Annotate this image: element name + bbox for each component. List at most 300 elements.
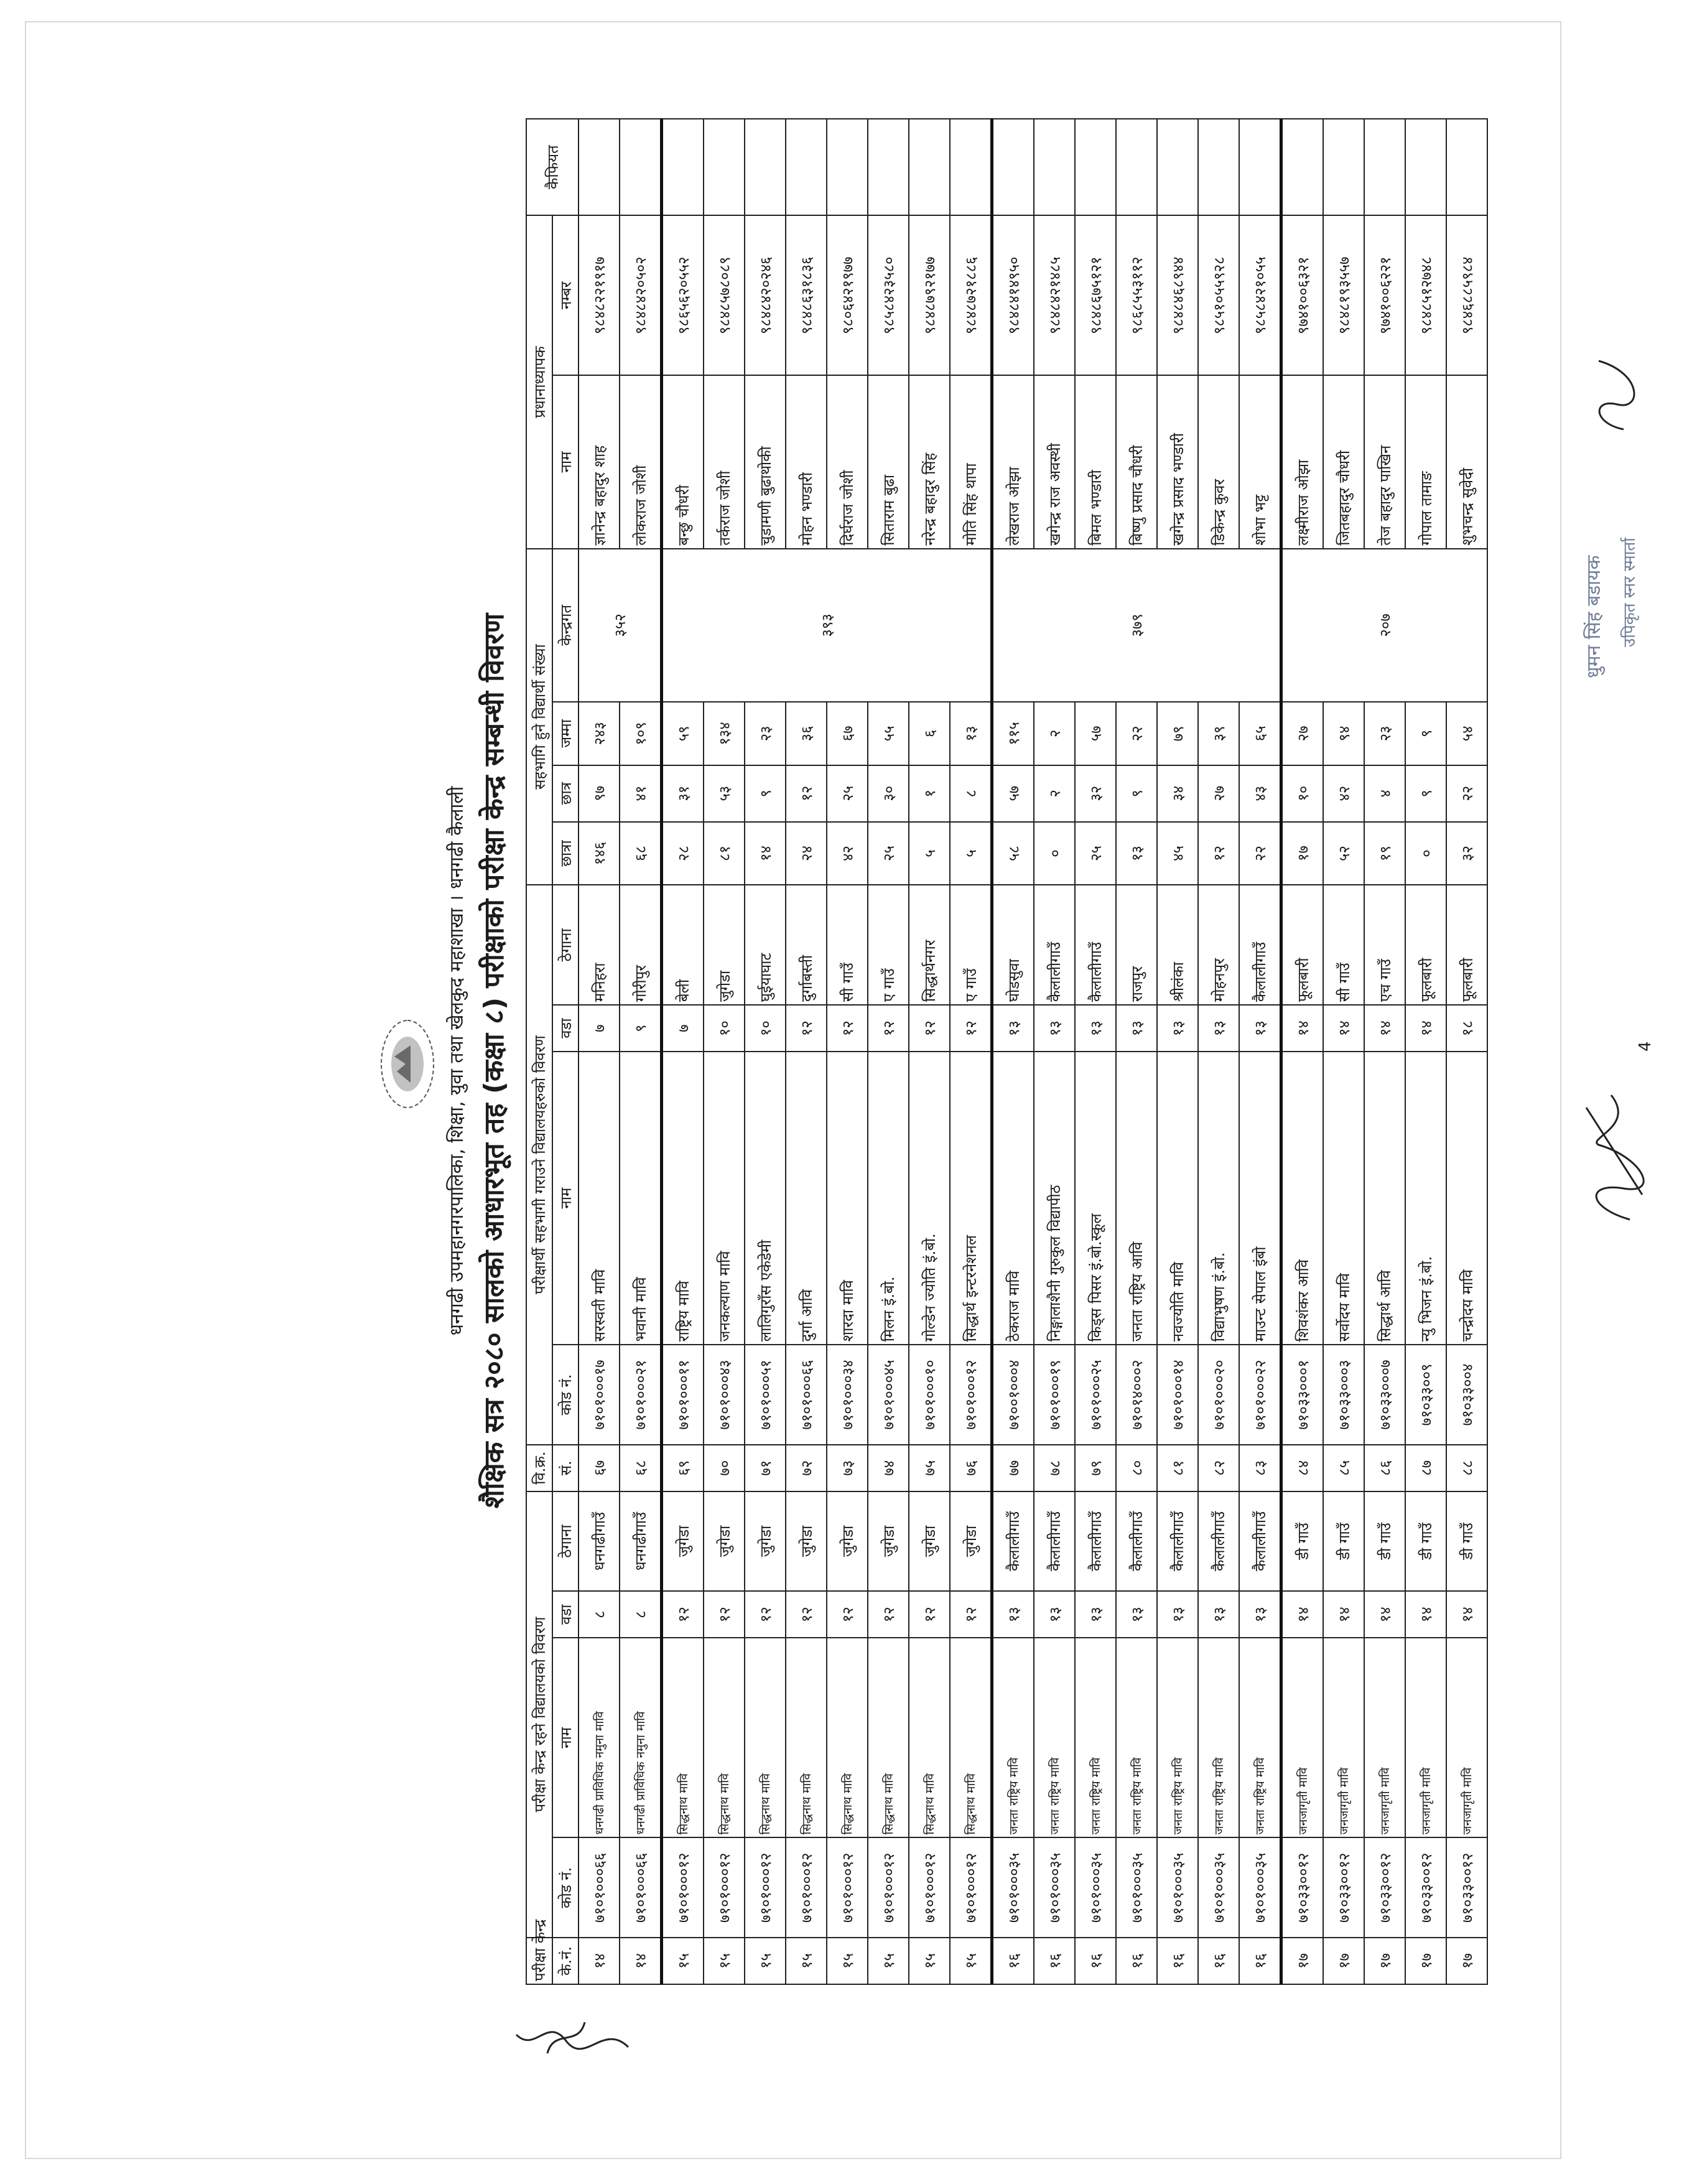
col-total: जम्मा: [552, 702, 579, 765]
remarks-cell: [1157, 119, 1198, 215]
header-sn: वि.क्र.: [526, 1445, 552, 1491]
remarks-cell: [992, 119, 1034, 215]
school-code-cell: ७१०३३०००१: [1281, 1345, 1324, 1445]
center-no-cell: १७: [1405, 1938, 1446, 1984]
school-ward-cell: १४: [1405, 1005, 1446, 1052]
table-row: [1364, 119, 1405, 1984]
school-ward-cell: १३: [1034, 1005, 1075, 1052]
school-address-cell: बेली: [662, 885, 704, 1005]
table-row: [827, 119, 868, 1984]
table-row: [579, 119, 620, 1984]
boys-cell: ३४: [1157, 765, 1198, 822]
center-total-cell: ३५२: [579, 549, 662, 702]
center-name-cell: जनजागृती मावि: [1323, 1638, 1364, 1837]
principal-name-cell: नरेन्द्र बहादुर सिंह: [909, 375, 950, 548]
boys-cell: ४२: [1323, 765, 1364, 822]
remarks-cell: [1446, 119, 1487, 215]
center-address-cell: कैलालीगाउँ: [1116, 1491, 1157, 1592]
school-address-cell: गोरीपुर: [620, 885, 662, 1005]
sn-cell: ७०: [704, 1445, 745, 1491]
school-code-cell: ७१०१०००१२: [950, 1345, 992, 1445]
center-address-cell: कैलालीगाउँ: [1034, 1491, 1075, 1592]
table-row: [950, 119, 992, 1984]
principal-phone-cell: ९८४८७२१८८६: [950, 215, 992, 375]
total-cell: ९: [1405, 702, 1446, 765]
school-name-cell: सर्वोदय मावि: [1323, 1052, 1364, 1345]
girls-cell: ३२: [1446, 822, 1487, 885]
center-code-cell: ७१०१०००१२: [827, 1837, 868, 1938]
center-no-cell: १४: [579, 1938, 620, 1984]
school-address-cell: कैलालीगाउँ: [1075, 885, 1116, 1005]
center-name-cell: जनता राष्ट्रिय मावि: [1034, 1638, 1075, 1837]
header-participating-school: परीक्षार्थी सहभागी गराउने विद्यालयहरुको विवरण: [526, 885, 552, 1444]
boys-cell: १: [909, 765, 950, 822]
center-name-cell: सिद्धनाथ मावि: [704, 1638, 745, 1837]
school-name-cell: जनकल्याण मावि: [704, 1052, 745, 1345]
school-name-cell: गोल्डेन ज्योति इं.बो.: [909, 1052, 950, 1345]
school-address-cell: कैलालीगाउँ: [1034, 885, 1075, 1005]
school-ward-cell: १२: [827, 1005, 868, 1052]
girls-cell: ५: [909, 822, 950, 885]
girls-cell: ०: [1034, 822, 1075, 885]
school-address-cell: मोहनपुर: [1198, 885, 1239, 1005]
school-name-cell: दुर्गा आवि: [786, 1052, 827, 1345]
school-address-cell: दुर्गाबस्ती: [786, 885, 827, 1005]
center-name-cell: धनगढी प्राविधिक नमुना मावि: [620, 1638, 662, 1837]
school-ward-cell: १३: [1198, 1005, 1239, 1052]
table-row: [1281, 119, 1324, 1984]
col-center-no: के.नं.: [552, 1938, 579, 1984]
center-address-cell: जुगेडा: [704, 1491, 745, 1592]
school-name-cell: भवानी मावि: [620, 1052, 662, 1345]
boys-cell: ३२: [1075, 765, 1116, 822]
school-name-cell: लालिगुराँस एकेडेमी: [745, 1052, 786, 1345]
header-participants: सहभागि हुने विद्यार्थी संख्या: [526, 549, 552, 885]
girls-cell: १२: [1198, 822, 1239, 885]
principal-phone-cell: ९८५८४२१०५५: [1239, 215, 1281, 375]
school-code-cell: ७१०१०००१०: [909, 1345, 950, 1445]
school-address-cell: घुईयाघाट: [745, 885, 786, 1005]
center-address-cell: डी गाउँ: [1364, 1491, 1405, 1592]
total-cell: ५४: [1446, 702, 1487, 765]
sn-cell: ७२: [786, 1445, 827, 1491]
sn-cell: ७५: [909, 1445, 950, 1491]
header-center-school: परीक्षा केन्द्र रहने विद्यालयको विवरण: [526, 1491, 552, 1938]
center-name-cell: धनगढी प्राविधिक नमुना मावि: [579, 1638, 620, 1837]
principal-phone-cell: ९८५८४२३५८०: [868, 215, 909, 375]
center-name-cell: जनता राष्ट्रिय मावि: [1116, 1638, 1157, 1837]
center-ward-cell: १२: [950, 1591, 992, 1638]
center-total-cell: ३९३: [662, 549, 992, 702]
total-cell: ६५: [1239, 702, 1281, 765]
girls-cell: ४२: [827, 822, 868, 885]
principal-phone-cell: ९८४८६७५१२१: [1075, 215, 1116, 375]
school-address-cell: सिद्धार्थनगर: [909, 885, 950, 1005]
center-code-cell: ७१०१०००१२: [868, 1837, 909, 1938]
school-name-cell: सिद्धार्थ इन्टरनेशनल: [950, 1052, 992, 1345]
center-total-cell: २०७: [1281, 549, 1488, 702]
school-ward-cell: १४: [1281, 1005, 1324, 1052]
center-address-cell: डी गाउँ: [1323, 1491, 1364, 1592]
center-name-cell: जनता राष्ट्रिय मावि: [1157, 1638, 1198, 1837]
center-address-cell: जुगेडा: [662, 1491, 704, 1592]
remarks-cell: [1034, 119, 1075, 215]
school-address-cell: घोडसुवा: [992, 885, 1034, 1005]
girls-cell: १४६: [579, 822, 620, 885]
school-name-cell: मिलन इं.बो.: [868, 1052, 909, 1345]
boys-cell: ४: [1364, 765, 1405, 822]
center-name-cell: सिद्धनाथ मावि: [868, 1638, 909, 1837]
school-ward-cell: १२: [909, 1005, 950, 1052]
center-code-cell: ७१०१०००६६: [579, 1837, 620, 1938]
total-cell: २३: [745, 702, 786, 765]
col-sn: सं.: [552, 1445, 579, 1491]
girls-cell: ०: [1405, 822, 1446, 885]
school-address-cell: एच गाउँ: [1364, 885, 1405, 1005]
col-boys: छात्र: [552, 765, 579, 822]
school-code-cell: ७१०१०००४५: [868, 1345, 909, 1445]
girls-cell: ५२: [1323, 822, 1364, 885]
table-row: [745, 119, 786, 1984]
center-code-cell: ७१०१०००१२: [909, 1837, 950, 1938]
total-cell: १३४: [704, 702, 745, 765]
principal-name-cell: दिर्घराज जोशी: [827, 375, 868, 548]
document-sheet: [373, 50, 1692, 2072]
center-name-cell: जनजागृती मावि: [1446, 1638, 1487, 1837]
sn-cell: ६९: [662, 1445, 704, 1491]
col-school-address: ठेगाना: [552, 885, 579, 1005]
principal-phone-cell: ९८४८७९२१७७: [909, 215, 950, 375]
principal-name-cell: बन्छु चौधरी: [662, 375, 704, 548]
center-no-cell: १४: [620, 1938, 662, 1984]
center-address-cell: जुगेडा: [827, 1491, 868, 1592]
principal-name-cell: खगेन्द्र राज अवस्थी: [1034, 375, 1075, 548]
school-address-cell: सी गाउँ: [827, 885, 868, 1005]
center-code-cell: ७१०१०००१२: [745, 1837, 786, 1938]
principal-phone-cell: ९८४८४२०५०२: [620, 215, 662, 375]
center-no-cell: १७: [1446, 1938, 1487, 1984]
column-header-row: [552, 119, 579, 1984]
total-cell: ९४: [1323, 702, 1364, 765]
school-address-cell: श्रीलंका: [1157, 885, 1198, 1005]
center-no-cell: १६: [1116, 1938, 1157, 1984]
col-school-code: कोड नं.: [552, 1345, 579, 1445]
center-ward-cell: ८: [620, 1591, 662, 1638]
center-no-cell: १६: [1239, 1938, 1281, 1984]
center-address-cell: कैलालीगाउँ: [1157, 1491, 1198, 1592]
principal-name-cell: बिष्णु प्रसाद चौधरी: [1116, 375, 1157, 548]
girls-cell: ६८: [620, 822, 662, 885]
center-code-cell: ७१०१०००३५: [1075, 1837, 1116, 1938]
center-code-cell: ७१०३३००१२: [1405, 1837, 1446, 1938]
principal-name-cell: लक्ष्मीराज ओझा: [1281, 375, 1324, 548]
table-row: [1034, 119, 1075, 1984]
school-name-cell: नवज्योति मावि: [1157, 1052, 1198, 1345]
sn-cell: ८४: [1281, 1445, 1324, 1491]
boys-cell: ५३: [704, 765, 745, 822]
center-code-cell: ७१०१०००१२: [662, 1837, 704, 1938]
center-name-cell: सिद्धनाथ मावि: [827, 1638, 868, 1837]
school-address-cell: कैलालीगाउँ: [1239, 885, 1281, 1005]
remarks-cell: [704, 119, 745, 215]
girls-cell: २२: [1239, 822, 1281, 885]
total-cell: २४३: [579, 702, 620, 765]
center-ward-cell: १३: [1239, 1591, 1281, 1638]
sn-cell: ८२: [1198, 1445, 1239, 1491]
school-code-cell: ७१०१०००१७: [579, 1345, 620, 1445]
center-no-cell: १५: [704, 1938, 745, 1984]
header-principal: प्रधानाध्यापक: [526, 215, 552, 548]
girls-cell: १३: [1116, 822, 1157, 885]
principal-name-cell: बिमल भण्डारी: [1075, 375, 1116, 548]
center-code-cell: ७१०१०००३५: [1198, 1837, 1239, 1938]
remarks-cell: [909, 119, 950, 215]
center-address-cell: कैलालीगाउँ: [1075, 1491, 1116, 1592]
table-row: [620, 119, 662, 1984]
center-address-cell: जुगेडा: [868, 1491, 909, 1592]
col-phone: नम्बर: [552, 215, 579, 375]
principal-phone-cell: ९८४८४२१४८५: [1034, 215, 1075, 375]
girls-cell: ८१: [704, 822, 745, 885]
girls-cell: २५: [868, 822, 909, 885]
remarks-cell: [1405, 119, 1446, 215]
table-row: [868, 119, 909, 1984]
center-ward-cell: १३: [1198, 1591, 1239, 1638]
col-name: नाम: [552, 1638, 579, 1837]
center-ward-cell: १३: [1075, 1591, 1116, 1638]
total-cell: १३: [950, 702, 992, 765]
boys-cell: ९: [1405, 765, 1446, 822]
remarks-cell: [868, 119, 909, 215]
principal-name-cell: लेखराज ओझा: [992, 375, 1034, 548]
principal-name-cell: शोभा भट्ट: [1239, 375, 1281, 548]
center-ward-cell: १४: [1323, 1591, 1364, 1638]
center-name-cell: जनजागृती मावि: [1364, 1638, 1405, 1837]
table-row: [1157, 119, 1198, 1984]
school-code-cell: ७१०१०००१४: [1157, 1345, 1198, 1445]
principal-phone-cell: ९७४१००६३२१: [1281, 215, 1324, 375]
school-address-cell: फूलबारी: [1281, 885, 1324, 1005]
remarks-cell: [620, 119, 662, 215]
principal-name-cell: लोकराज जोशी: [620, 375, 662, 548]
boys-cell: २७: [1198, 765, 1239, 822]
table-row: [1446, 119, 1487, 1984]
school-name-cell: राष्ट्रिय मावि: [662, 1052, 704, 1345]
stamp-line-1: धुमन सिंह बडायक: [1583, 555, 1605, 678]
principal-phone-cell: ९८४८५७८०८९: [704, 215, 745, 375]
sn-cell: ७६: [950, 1445, 992, 1491]
principal-name-cell: जितबहादुर चौधरी: [1323, 375, 1364, 548]
center-no-cell: १५: [950, 1938, 992, 1984]
center-no-cell: १५: [909, 1938, 950, 1984]
table-row: [662, 119, 704, 1984]
sn-cell: ७४: [868, 1445, 909, 1491]
principal-phone-cell: ९८४८२२१९१७: [579, 215, 620, 375]
school-address-cell: राजपुर: [1116, 885, 1157, 1005]
principal-name-cell: तर्कराज जोशी: [704, 375, 745, 548]
principal-phone-cell: ९८०६४२१९७७: [827, 215, 868, 375]
total-cell: ५९: [662, 702, 704, 765]
remarks-cell: [745, 119, 786, 215]
center-address-cell: जुगेडा: [909, 1491, 950, 1592]
school-address-cell: फूलबारी: [1446, 885, 1487, 1005]
table-body: [579, 119, 1487, 1984]
center-no-cell: १६: [1034, 1938, 1075, 1984]
center-address-cell: डी गाउँ: [1405, 1491, 1446, 1592]
boys-cell: ४३: [1239, 765, 1281, 822]
school-ward-cell: १२: [786, 1005, 827, 1052]
center-ward-cell: १२: [662, 1591, 704, 1638]
principal-name-cell: चुडामणी बुढाथोकी: [745, 375, 786, 548]
boys-cell: ९: [745, 765, 786, 822]
principal-phone-cell: ९८५१०५५९२८: [1198, 215, 1239, 375]
sn-cell: ८६: [1364, 1445, 1405, 1491]
school-code-cell: ७१०१०००२०: [1198, 1345, 1239, 1445]
sn-cell: ८५: [1323, 1445, 1364, 1491]
sn-cell: ८०: [1116, 1445, 1157, 1491]
sn-cell: ७९: [1075, 1445, 1116, 1491]
center-ward-cell: १२: [827, 1591, 868, 1638]
school-name-cell: किड्स पिसर इं.बो.स्कूल: [1075, 1052, 1116, 1345]
school-ward-cell: १३: [1239, 1005, 1281, 1052]
girls-cell: २५: [1075, 822, 1116, 885]
center-code-cell: ७१०३३००१२: [1446, 1837, 1487, 1938]
principal-phone-cell: ९८४८६३१८३६: [786, 215, 827, 375]
municipality-emblem-icon: [373, 1002, 448, 1126]
school-ward-cell: १२: [868, 1005, 909, 1052]
center-name-cell: जनता राष्ट्रिय मावि: [1198, 1638, 1239, 1837]
center-no-cell: १५: [745, 1938, 786, 1984]
girls-cell: ५८: [992, 822, 1034, 885]
principal-phone-cell: ९८४८५१२७४८: [1405, 215, 1446, 375]
signature-bottom-icon: [1574, 1083, 1655, 1232]
signature-left-icon: [510, 2004, 634, 2066]
col-girls: छात्रा: [552, 822, 579, 885]
center-name-cell: सिद्धनाथ मावि: [745, 1638, 786, 1837]
principal-name-cell: सिताराम बुढा: [868, 375, 909, 548]
center-name-cell: सिद्धनाथ मावि: [950, 1638, 992, 1837]
principal-name-cell: ज्ञानेन्द्र बहादुर शाह: [579, 375, 620, 548]
total-cell: ६: [909, 702, 950, 765]
center-ward-cell: १४: [1405, 1591, 1446, 1638]
school-ward-cell: १२: [950, 1005, 992, 1052]
principal-phone-cell: ९८४८४२०२४६: [745, 215, 786, 375]
girls-cell: १४: [745, 822, 786, 885]
center-no-cell: १५: [827, 1938, 868, 1984]
boys-cell: २: [1034, 765, 1075, 822]
table-row: [1323, 119, 1364, 1984]
remarks-cell: [579, 119, 620, 215]
center-address-cell: डी गाउँ: [1281, 1491, 1324, 1592]
remarks-cell: [1281, 119, 1324, 215]
principal-phone-cell: ९७४१००६२२१: [1364, 215, 1405, 375]
boys-cell: १२: [786, 765, 827, 822]
remarks-cell: [1198, 119, 1239, 215]
remarks-cell: [1239, 119, 1281, 215]
sn-cell: ७७: [992, 1445, 1034, 1491]
school-code-cell: ७१०३३०००३: [1323, 1345, 1364, 1445]
boys-cell: ३०: [868, 765, 909, 822]
col-school-ward: वडा: [552, 1005, 579, 1052]
center-ward-cell: १२: [909, 1591, 950, 1638]
principal-name-cell: गोपाल तामाङ: [1405, 375, 1446, 548]
center-ward-cell: १४: [1281, 1591, 1324, 1638]
school-code-cell: ७१०१०००२५: [1075, 1345, 1116, 1445]
center-ward-cell: १४: [1446, 1591, 1487, 1638]
table-row: [704, 119, 745, 1984]
principal-name-cell: मोहन भण्डारी: [786, 375, 827, 548]
boys-cell: ४१: [620, 765, 662, 822]
girls-cell: २४: [786, 822, 827, 885]
school-ward-cell: १०: [745, 1005, 786, 1052]
exam-center-table: [526, 118, 1488, 1985]
center-name-cell: जनजागृती मावि: [1281, 1638, 1324, 1837]
center-address-cell: कैलालीगाउँ: [1198, 1491, 1239, 1592]
center-address-cell: कैलालीगाउँ: [992, 1491, 1034, 1592]
center-ward-cell: १३: [1157, 1591, 1198, 1638]
stamp-line-2: उपिकृत स्नर स्मार्ता: [1620, 537, 1639, 647]
center-code-cell: ७१०१०००१२: [704, 1837, 745, 1938]
remarks-cell: [1075, 119, 1116, 215]
center-name-cell: जनता राष्ट्रिय मावि: [1239, 1638, 1281, 1837]
header-remarks: कैफियत: [526, 119, 579, 215]
center-no-cell: १६: [992, 1938, 1034, 1984]
school-code-cell: ७१०१०००६६: [786, 1345, 827, 1445]
sn-cell: ८३: [1239, 1445, 1281, 1491]
total-cell: २३: [1364, 702, 1405, 765]
center-name-cell: सिद्धनाथ मावि: [786, 1638, 827, 1837]
school-ward-cell: १८: [1446, 1005, 1487, 1052]
center-no-cell: १६: [1157, 1938, 1198, 1984]
center-no-cell: १७: [1364, 1938, 1405, 1984]
total-cell: ६७: [827, 702, 868, 765]
boys-cell: २५: [827, 765, 868, 822]
center-no-cell: १७: [1281, 1938, 1324, 1984]
table-row: [1198, 119, 1239, 1984]
girls-cell: १९: [1364, 822, 1405, 885]
center-code-cell: ७१०१०००३५: [992, 1837, 1034, 1938]
table-row: [1075, 119, 1116, 1984]
center-no-cell: १७: [1323, 1938, 1364, 1984]
center-address-cell: धनगढीगाउँ: [620, 1491, 662, 1592]
center-name-cell: सिद्धनाथ मावि: [909, 1638, 950, 1837]
total-cell: ३९: [1198, 702, 1239, 765]
sn-cell: ८१: [1157, 1445, 1198, 1491]
remarks-cell: [1364, 119, 1405, 215]
total-cell: २२: [1116, 702, 1157, 765]
school-code-cell: ७१०१०००११: [662, 1345, 704, 1445]
center-code-cell: ७१०१०००३५: [1116, 1837, 1157, 1938]
school-code-cell: ७१०३३०००७: [1364, 1345, 1405, 1445]
table-row: [1405, 119, 1446, 1984]
school-name-cell: जनता राष्ट्रिय आवि: [1116, 1052, 1157, 1345]
center-name-cell: जनता राष्ट्रिय मावि: [992, 1638, 1034, 1837]
principal-phone-cell: ९८४६८८५९८४: [1446, 215, 1487, 375]
total-cell: १०९: [620, 702, 662, 765]
principal-phone-cell: ९८४८१९३५५७: [1323, 215, 1364, 375]
sn-cell: ८८: [1446, 1445, 1487, 1491]
center-ward-cell: ८: [579, 1591, 620, 1638]
principal-name-cell: खगेन्द्र प्रसाद भण्डारी: [1157, 375, 1198, 548]
principal-phone-cell: ९८६८५५३११२: [1116, 215, 1157, 375]
school-name-cell: शारदा मावि: [827, 1052, 868, 1345]
table-row: [786, 119, 827, 1984]
center-code-cell: ७१०३३००१२: [1323, 1837, 1364, 1938]
school-code-cell: ७१०१४०००२: [1116, 1345, 1157, 1445]
school-ward-cell: ७: [662, 1005, 704, 1052]
boys-cell: ८: [950, 765, 992, 822]
school-code-cell: ७१०१०००१९: [1034, 1345, 1075, 1445]
